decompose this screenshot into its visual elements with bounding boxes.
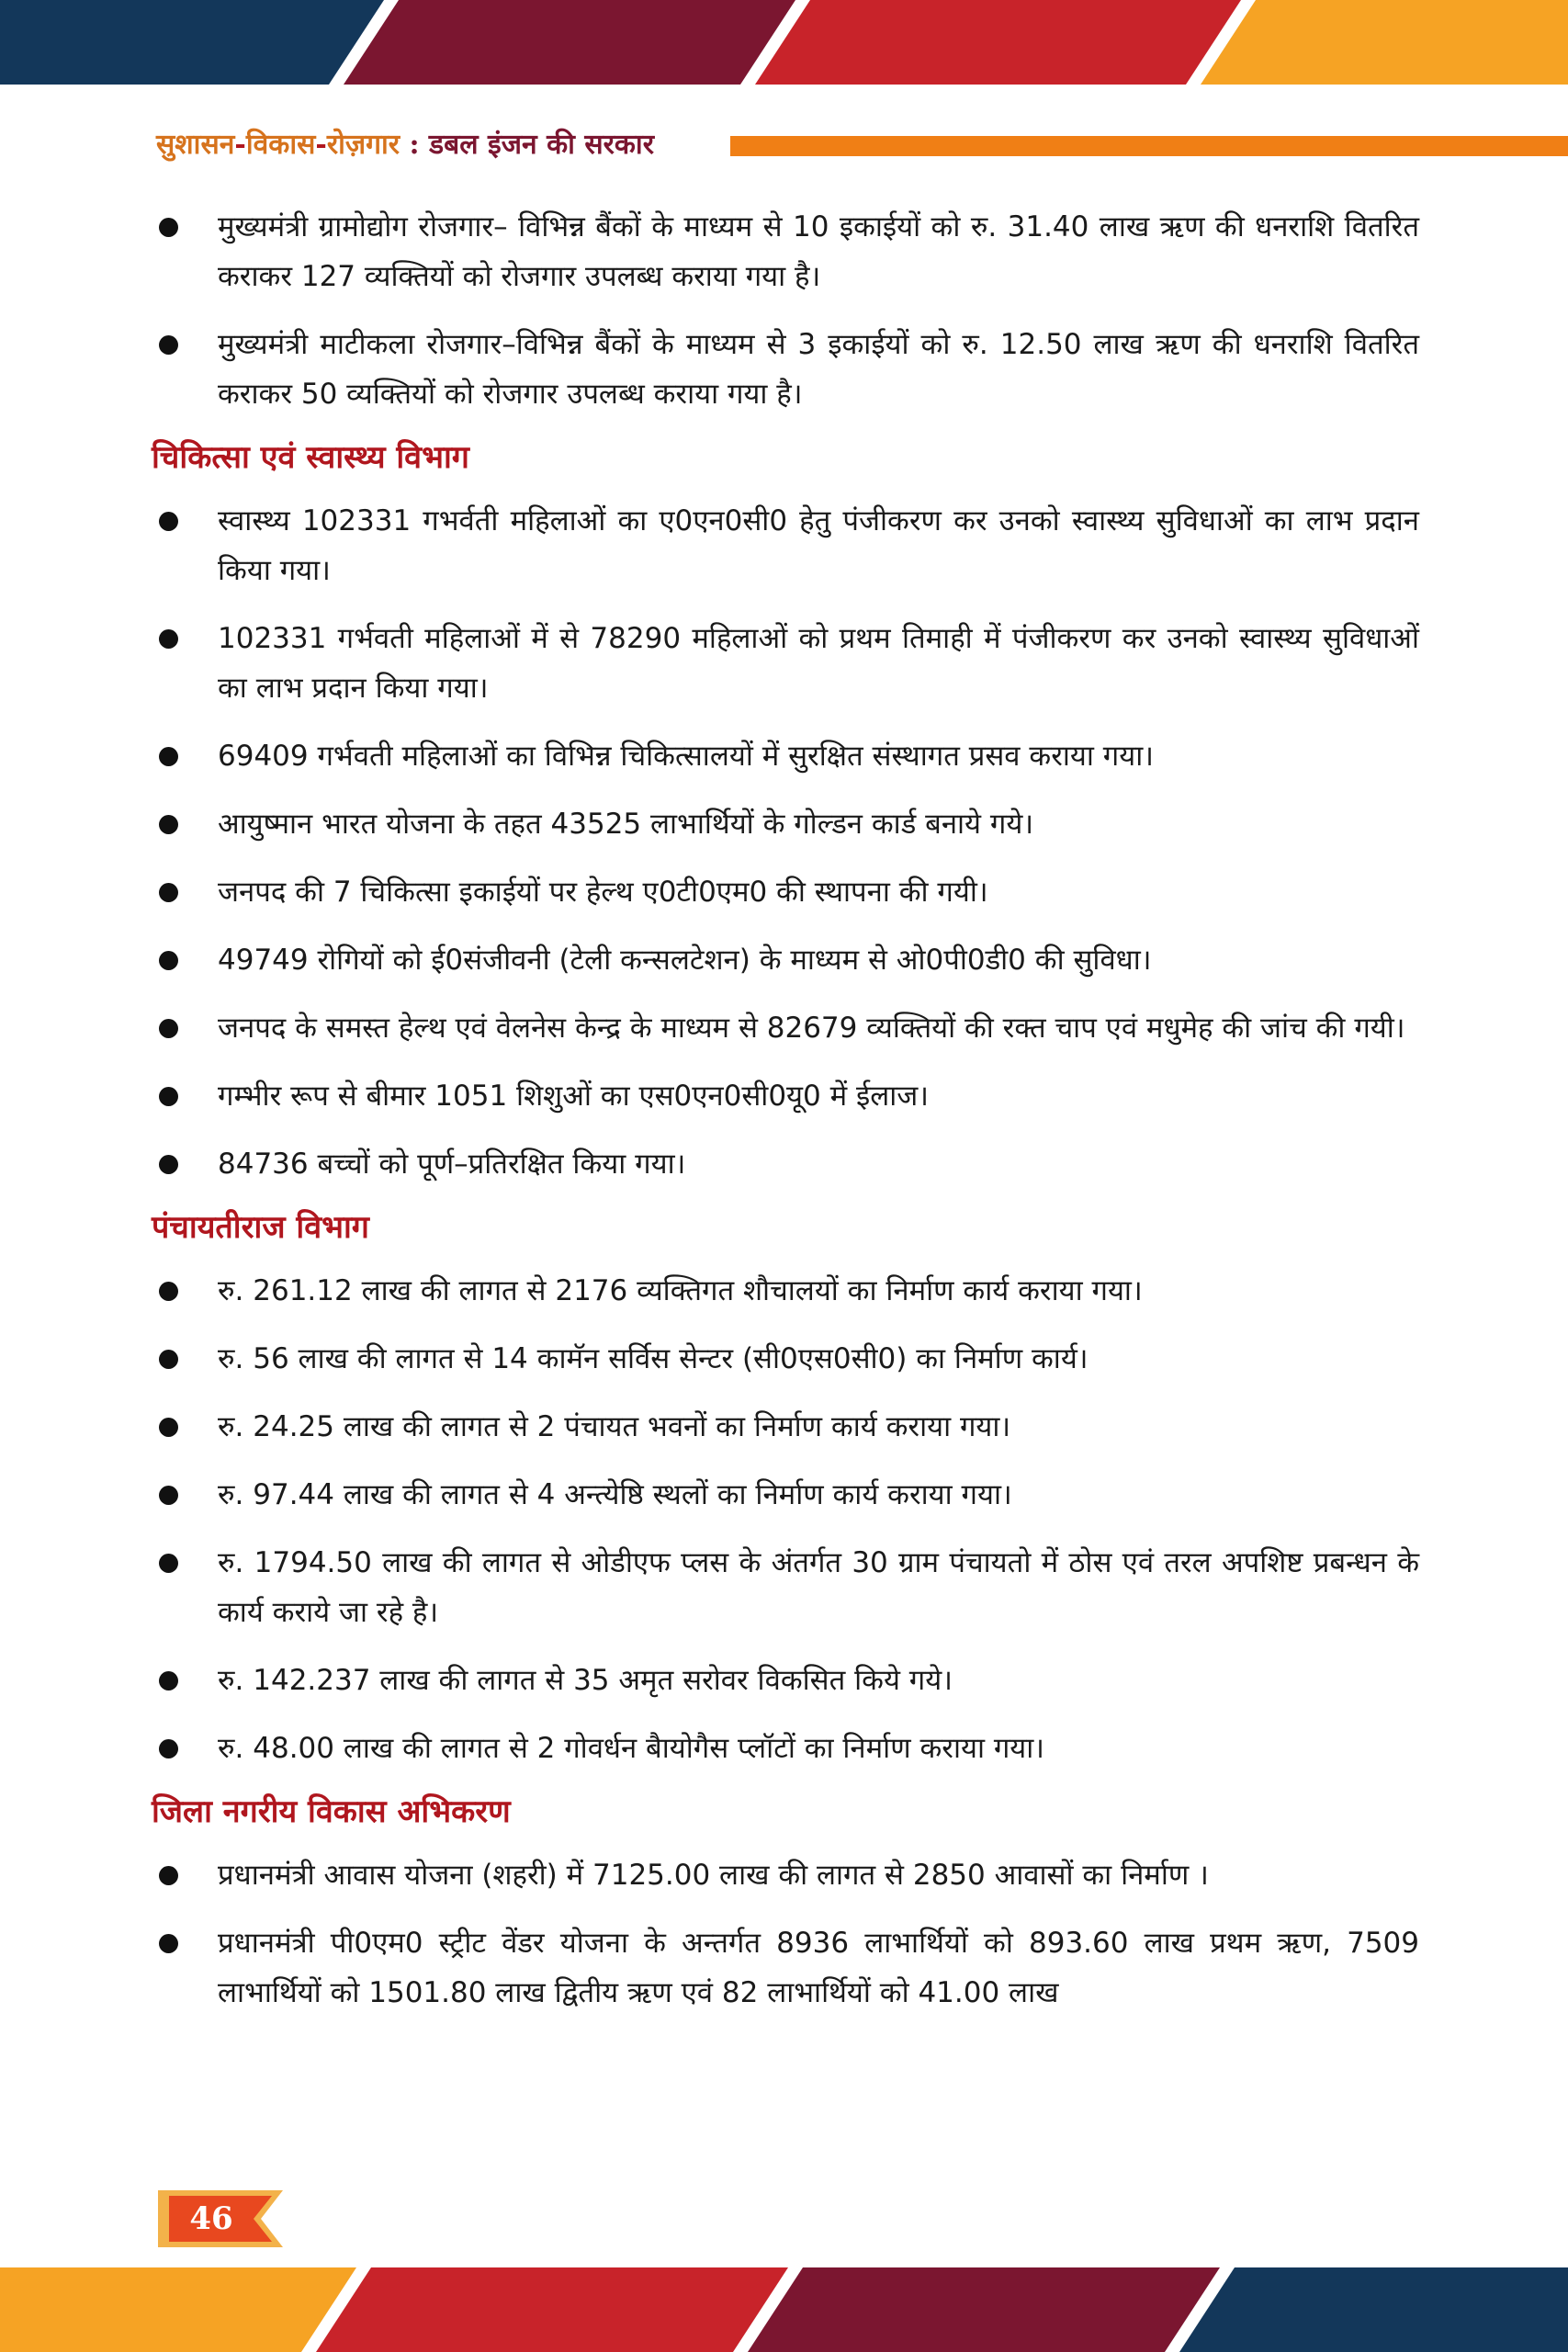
list-item: आयुष्मान भारत योजना के तहत 43525 लाभार्थियों के गोल्डन कार्ड बनाये गये। bbox=[152, 799, 1419, 849]
page-number: 46 bbox=[189, 2200, 233, 2237]
bullet-icon bbox=[159, 951, 178, 970]
list-item: प्रधानमंत्री पी0एम0 स्ट्रीट वेंडर योजना के अन्तर्गत 8936 लाभार्थियों को 893.60 लाख प्रथम ऋण, 7509 लाभार्थियों को 1501.80 लाख द्वितीय ऋण एवं 82 लाभार्थियों को 41.00 लाख bbox=[152, 1918, 1419, 2018]
list-item: रु. 261.12 लाख की लागत से 2176 व्यक्तिगत शौचालयों का निर्माण कार्य कराया गया। bbox=[152, 1266, 1419, 1316]
panchayatiraj-list bbox=[152, 1266, 1419, 1773]
page-content bbox=[152, 202, 1419, 2036]
bullet-icon bbox=[159, 1087, 178, 1106]
bullet-icon bbox=[159, 218, 178, 237]
page-number-tab bbox=[158, 2190, 287, 2247]
health-list bbox=[152, 496, 1419, 1189]
list-item: मुख्यमंत्री ग्रामोद्योग रोजगार– विभिन्न बैंकों के माध्यम से 10 इकाईयों को रु. 31.40 लाख ऋण की धनराशि वितरित कराकर 127 व्यक्तियों को रोजगार उपलब्ध कराया गया है। bbox=[152, 202, 1419, 301]
bullet-icon bbox=[159, 1019, 178, 1038]
bullet-icon bbox=[159, 1554, 178, 1573]
list-item: जनपद के समस्त हेल्थ एवं वेलनेस केन्द्र के माध्यम से 82679 व्यक्तियों की रक्त चाप एवं मधुमेह की जांच की गयी। bbox=[152, 1003, 1419, 1053]
bullet-icon bbox=[159, 747, 178, 766]
list-item: 49749 रोगियों को ई0संजीवनी (टेली कन्सलटेशन) के माध्यम से ओ0पी0डी0 की सुविधा। bbox=[152, 935, 1419, 985]
top-color-band bbox=[0, 0, 1568, 85]
list-item: 84736 बच्चों को पूर्ण–प्रतिरक्षित किया गया। bbox=[152, 1139, 1419, 1189]
bullet-icon bbox=[159, 335, 178, 355]
bullet-icon bbox=[159, 1866, 178, 1885]
bullet-icon bbox=[159, 883, 178, 902]
list-item: रु. 142.237 लाख की लागत से 35 अमृत सरोवर विकसित किये गये। bbox=[152, 1656, 1419, 1705]
running-header bbox=[156, 125, 1415, 167]
list-item: गम्भीर रूप से बीमार 1051 शिशुओं का एस0एन0सी0यू0 में ईलाज। bbox=[152, 1071, 1419, 1121]
bullet-icon bbox=[159, 1282, 178, 1301]
bullet-icon bbox=[159, 1486, 178, 1505]
intro-list bbox=[152, 202, 1419, 419]
bullet-icon bbox=[159, 1739, 178, 1758]
list-item: रु. 1794.50 लाख की लागत से ओडीएफ प्लस के अंतर्गत 30 ग्राम पंचायतो में ठोस एवं तरल अपशिष्ट प्रबन्धन के कार्य कराये जा रहे है। bbox=[152, 1538, 1419, 1637]
list-item: 102331 गर्भवती महिलाओं में से 78290 महिलाओं को प्रथम तिमाही में पंजीकरण कर उनको स्वास्थ्य सुविधाओं का लाभ प्रदान किया गया। bbox=[152, 614, 1419, 713]
bullet-icon bbox=[159, 1350, 178, 1369]
list-item: मुख्यमंत्री माटीकला रोजगार–विभिन्न बैंकों के माध्यम से 3 इकाईयों को रु. 12.50 लाख ऋण की धनराशि वितरित कराकर 50 व्यक्तियों को रोजगार उपलब्ध कराया गया है। bbox=[152, 320, 1419, 419]
section-title-urban-development: जिला नगरीय विकास अभिकरण bbox=[152, 1793, 511, 1830]
section-title-panchayatiraj: पंचायतीराज विभाग bbox=[152, 1209, 369, 1246]
bullet-icon bbox=[159, 512, 178, 531]
bullet-icon bbox=[159, 815, 178, 834]
list-item: रु. 56 लाख की लागत से 14 कामॅन सर्विस सेन्टर (सी0एस0सी0) का निर्माण कार्य। bbox=[152, 1334, 1419, 1384]
bullet-icon bbox=[159, 1155, 178, 1174]
list-item: रु. 24.25 लाख की लागत से 2 पंचायत भवनों का निर्माण कार्य कराया गया। bbox=[152, 1402, 1419, 1452]
bottom-color-band bbox=[0, 2267, 1568, 2352]
bullet-icon bbox=[159, 1671, 178, 1690]
header-title: सुशासन-विकास-रोज़गार : डबल इंजन की सरकार bbox=[156, 129, 654, 161]
bullet-icon bbox=[159, 1418, 178, 1437]
list-item: 69409 गर्भवती महिलाओं का विभिन्न चिकित्सालयों में सुरक्षित संस्थागत प्रसव कराया गया। bbox=[152, 731, 1419, 781]
urban-development-list bbox=[152, 1850, 1419, 2018]
bullet-icon bbox=[159, 1934, 178, 1953]
header-rule bbox=[730, 136, 1568, 156]
list-item: जनपद की 7 चिकित्सा इकाईयों पर हेल्थ ए0टी0एम0 की स्थापना की गयी। bbox=[152, 867, 1419, 917]
list-item: रु. 97.44 लाख की लागत से 4 अन्त्येष्ठि स्थलों का निर्माण कार्य कराया गया। bbox=[152, 1470, 1419, 1520]
section-title-health: चिकित्सा एवं स्वास्थ्य विभाग bbox=[152, 439, 469, 476]
list-item: स्वास्थ्य 102331 गभर्वती महिलाओं का ए0एन0सी0 हेतु पंजीकरण कर उनको स्वास्थ्य सुविधाओं का लाभ प्रदान किया गया। bbox=[152, 496, 1419, 595]
bullet-icon bbox=[159, 629, 178, 649]
list-item: प्रधानमंत्री आवास योजना (शहरी) में 7125.00 लाख की लागत से 2850 आवासों का निर्माण । bbox=[152, 1850, 1419, 1900]
list-item: रु. 48.00 लाख की लागत से 2 गोवर्धन बैायोगैस प्लॉटों का निर्माण कराया गया। bbox=[152, 1724, 1419, 1773]
